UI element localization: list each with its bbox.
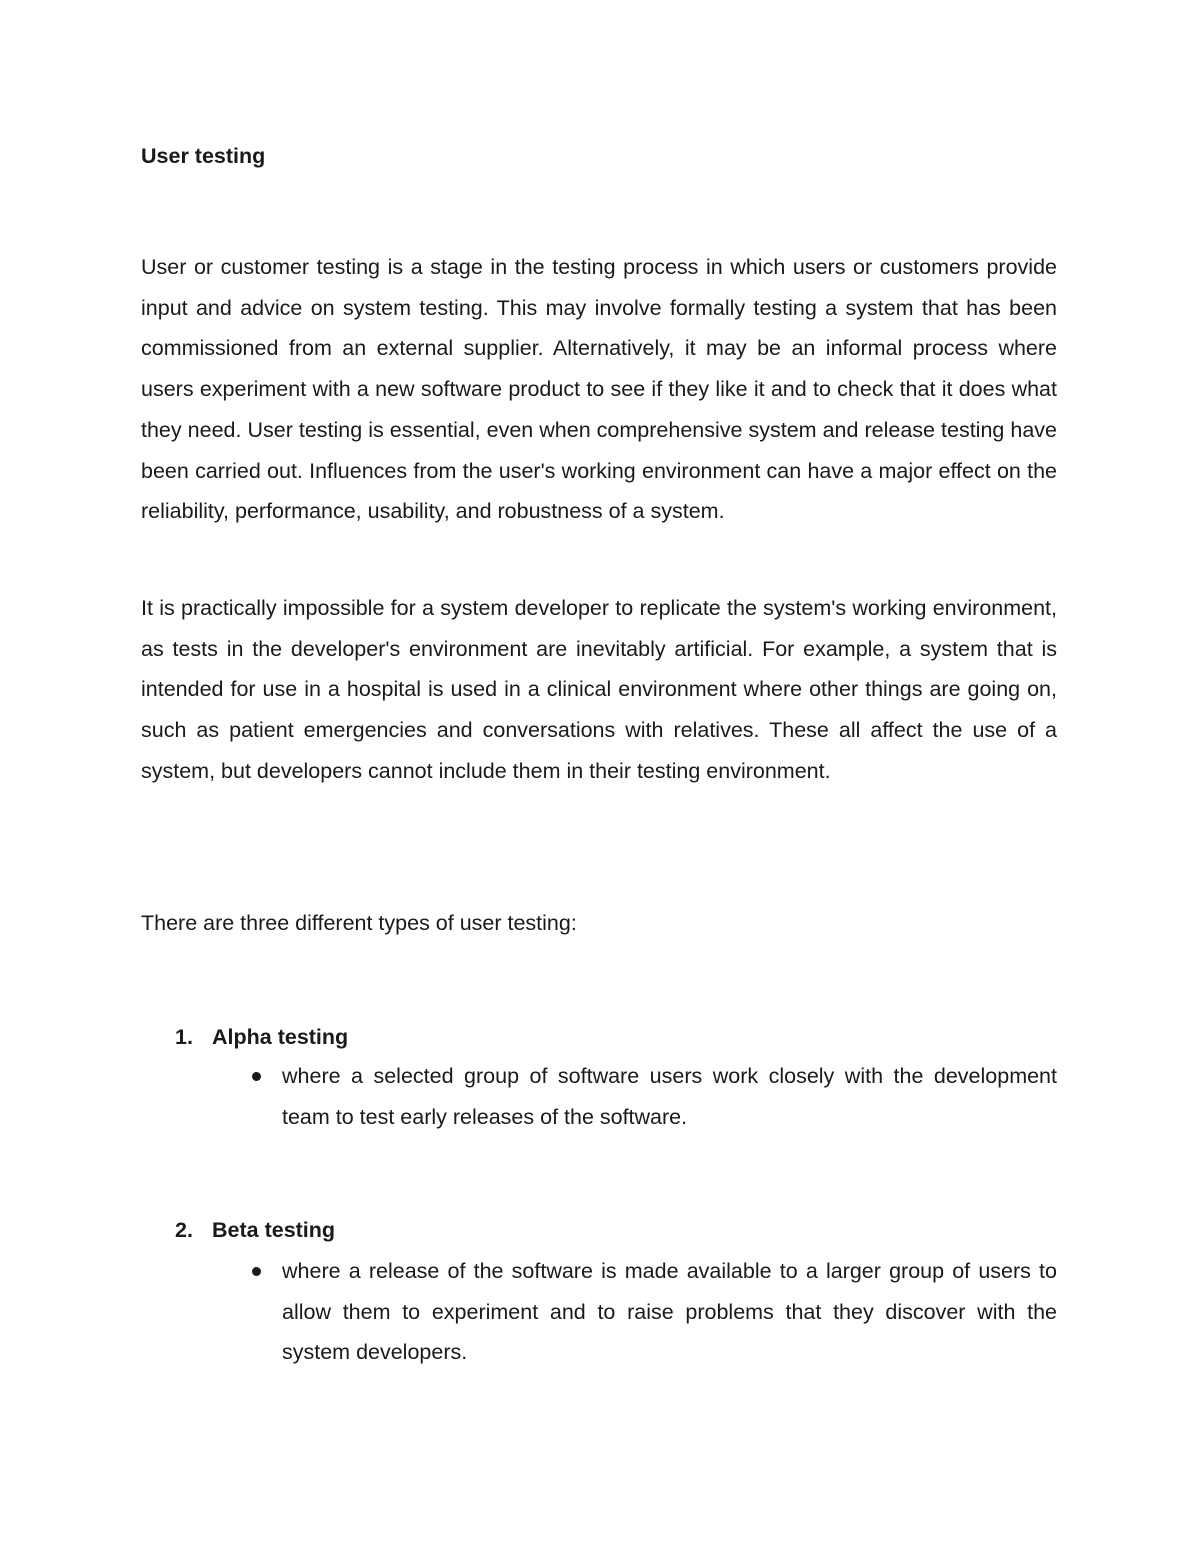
numbered-heading-beta: [175, 1216, 335, 1244]
heading-beta-testing: Beta testing: [212, 1218, 336, 1242]
paragraph-environment: It is practically impossible for a system developer to replicate the system's working environment, as tests in the developer's environment are inevitably artificial. For example, a system that is intended for use in a hospital is used in a clinical environment where other things are going on, such as patient emergencies and conversations with relatives. These all affect the use of a system, but developers cannot include them in their testing environment.: [141, 596, 1057, 783]
bullet-text-alpha: where a selected group of software users work closely with the development team to test early releases of the software.: [282, 1064, 1057, 1129]
paragraph-intro: User or customer testing is a stage in the testing process in which users or customers provide input and advice on system testing. This may involve formally testing a system that has been commissioned from an external supplier. Alternatively, it may be an informal process where users experiment with a new software product to see if they like it and to check that it does what they need. User testing is essential, even when comprehensive system and release testing have been carried out. Influences from the user's working environment can have a major effect on the reliability, performance, usability, and robustness of a system.: [141, 255, 1057, 524]
paragraph-types-intro: There are three different types of user testing:: [141, 911, 577, 935]
bullet-icon: [247, 1251, 282, 1373]
bullet-text-beta: where a release of the software is made available to a larger group of users to allow them to experiment and to raise problems that they discover with the system developers.: [282, 1259, 1057, 1365]
document-title: User testing: [141, 144, 266, 168]
bullet-icon: [247, 1056, 282, 1137]
bullet-item-alpha: [247, 1056, 1057, 1137]
heading-alpha-testing: Alpha testing: [212, 1025, 349, 1049]
numbered-heading-alpha: [175, 1023, 348, 1051]
list-number: 1.: [175, 1025, 193, 1049]
bullet-item-beta: [247, 1251, 1057, 1373]
list-number: 2.: [175, 1218, 193, 1242]
